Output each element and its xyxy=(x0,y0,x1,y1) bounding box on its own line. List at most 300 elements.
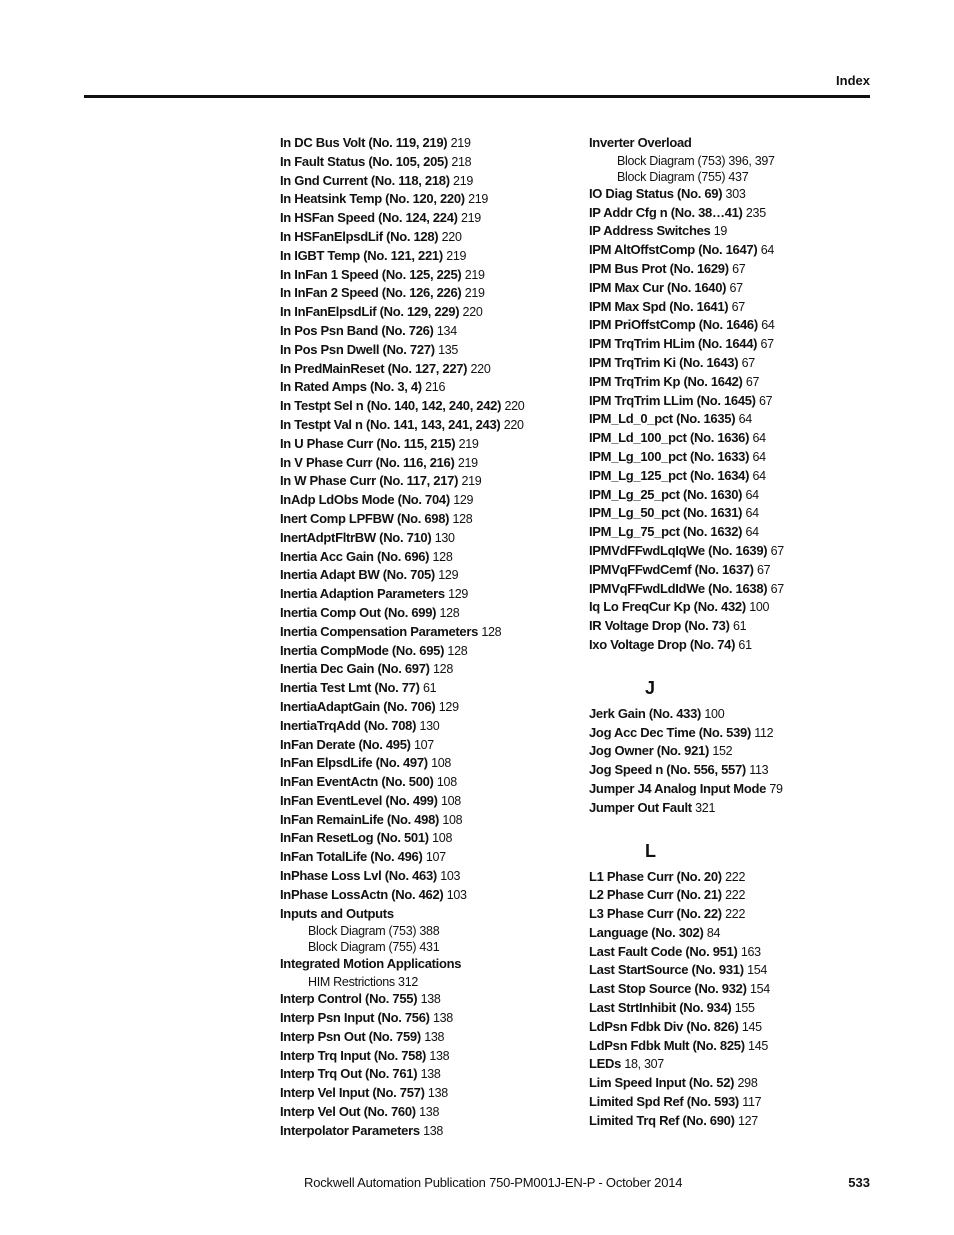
index-term: In Pos Psn Dwell (No. 727) xyxy=(280,341,435,357)
index-entry xyxy=(589,410,889,429)
index-column-right xyxy=(589,134,889,1131)
index-entry xyxy=(280,378,580,397)
index-page-ref: 222 xyxy=(725,888,746,903)
index-page-ref: 219 xyxy=(446,248,467,263)
index-term: InertAdptFltrBW (No. 710) xyxy=(280,529,432,545)
index-entry xyxy=(589,561,889,580)
index-entry xyxy=(280,848,580,867)
index-page-ref: 219 xyxy=(464,267,485,282)
index-entry xyxy=(589,1074,889,1093)
index-page-ref: 64 xyxy=(752,468,766,483)
index-term: Jumper J4 Analog Input Mode xyxy=(589,780,767,796)
index-term: Ixo Voltage Drop (No. 74) xyxy=(589,636,736,652)
index-term: In Testpt Sel n (No. 140, 142, 240, 242) xyxy=(280,398,502,414)
index-entry xyxy=(280,955,580,974)
index-page-ref: 64 xyxy=(738,412,752,427)
index-entry xyxy=(280,867,580,886)
index-entry xyxy=(589,1055,889,1074)
index-page-ref: 298 xyxy=(737,1076,758,1091)
index-page-ref: 303 xyxy=(725,186,746,201)
index-term: InFan EventActn (No. 500) xyxy=(280,774,434,790)
index-entry xyxy=(280,736,580,755)
index-entry xyxy=(280,566,580,585)
index-term: Inertia Comp Out (No. 699) xyxy=(280,604,437,620)
index-entry xyxy=(280,1084,580,1103)
index-term: IPM AltOffstComp (No. 1647) xyxy=(589,242,758,258)
index-page-ref: 216 xyxy=(425,380,446,395)
index-page-ref: 134 xyxy=(436,323,457,338)
index-term: In W Phase Curr (No. 117, 217) xyxy=(280,473,459,489)
index-entry xyxy=(280,1028,580,1047)
index-page-ref: 138 xyxy=(429,1048,450,1063)
index-page-ref: 130 xyxy=(419,718,440,733)
index-term: Inertia CompMode (No. 695) xyxy=(280,642,445,658)
index-entry xyxy=(280,1009,580,1028)
index-entry xyxy=(589,1093,889,1112)
index-entry xyxy=(280,679,580,698)
index-page-ref: 235 xyxy=(745,205,766,220)
index-entry xyxy=(589,316,889,335)
index-term: Inputs and Outputs xyxy=(280,905,394,921)
index-term: L3 Phase Curr (No. 22) xyxy=(589,906,722,922)
index-entry xyxy=(280,1047,580,1066)
index-term: InFan EventLevel (No. 499) xyxy=(280,792,438,808)
index-entry xyxy=(280,472,580,491)
index-entry xyxy=(589,204,889,223)
index-term: Inertia Compensation Parameters xyxy=(280,623,479,639)
index-term: Inertia Dec Gain (No. 697) xyxy=(280,661,430,677)
index-entry xyxy=(280,811,580,830)
index-entry xyxy=(280,190,580,209)
index-term: Limited Spd Ref (No. 593) xyxy=(589,1094,739,1110)
index-entry xyxy=(589,298,889,317)
index-page-ref: 138 xyxy=(420,1067,441,1082)
index-term: IPM TrqTrim Kp (No. 1642) xyxy=(589,373,743,389)
index-page-ref: 67 xyxy=(759,393,773,408)
index-page-ref: 127 xyxy=(737,1113,758,1128)
header-rule xyxy=(84,95,870,98)
index-entry xyxy=(589,580,889,599)
index-entry xyxy=(280,886,580,905)
index-page-ref: 129 xyxy=(438,568,459,583)
index-entry xyxy=(280,1065,580,1084)
index-entry xyxy=(589,134,889,153)
index-term: IP Address Switches xyxy=(589,223,711,239)
index-term: In Testpt Val n (No. 141, 143, 241, 243) xyxy=(280,416,501,432)
index-page-ref: 219 xyxy=(453,173,474,188)
page-number: 533 xyxy=(848,1175,870,1190)
index-page-ref: 107 xyxy=(413,737,434,752)
index-column-left xyxy=(280,134,580,1141)
index-entry xyxy=(280,397,580,416)
index-page-ref: 67 xyxy=(745,374,760,389)
index-page-ref: 219 xyxy=(458,436,479,451)
index-page-ref: 67 xyxy=(770,581,784,596)
index-term: Iq Lo FreqCur Kp (No. 432) xyxy=(589,599,746,615)
index-page-ref: 64 xyxy=(752,431,766,446)
index-subentry: Block Diagram (755) 431 xyxy=(308,940,440,955)
index-entry xyxy=(589,260,889,279)
index-term: Jerk Gain (No. 433) xyxy=(589,705,702,721)
index-page-ref: 61 xyxy=(738,637,752,652)
index-entry xyxy=(589,905,889,924)
index-term: IPM_Lg_100_pct (No. 1633) xyxy=(589,448,750,464)
index-subentry: HIM Restrictions 312 xyxy=(308,975,419,990)
index-term: L2 Phase Curr (No. 21) xyxy=(589,887,722,903)
index-entry xyxy=(280,247,580,266)
index-entry xyxy=(589,636,889,655)
index-entry xyxy=(589,1112,889,1131)
index-page-ref: 108 xyxy=(436,775,457,790)
index-page-ref: 220 xyxy=(503,417,524,432)
index-entry xyxy=(280,491,580,510)
index-entry xyxy=(280,134,580,153)
index-term: IPM_Lg_25_pct (No. 1630) xyxy=(589,486,743,502)
index-term: LdPsn Fdbk Mult (No. 825) xyxy=(589,1037,745,1053)
index-entry xyxy=(589,886,889,905)
index-term: Interp Vel Out (No. 760) xyxy=(280,1104,416,1120)
index-entry xyxy=(280,435,580,454)
index-entry xyxy=(589,961,889,980)
index-entry xyxy=(280,1103,580,1122)
index-page-ref: 219 xyxy=(461,211,481,226)
index-entry xyxy=(280,360,580,379)
index-term: In InFanElpsdLif (No. 129, 229) xyxy=(280,304,460,320)
index-entry xyxy=(280,642,580,661)
index-term: IPM TrqTrim HLim (No. 1644) xyxy=(589,336,758,352)
index-term: Last Fault Code (No. 951) xyxy=(589,943,738,959)
index-page-ref: 138 xyxy=(420,992,441,1007)
index-page-ref: 130 xyxy=(434,530,455,545)
index-term: Limited Trq Ref (No. 690) xyxy=(589,1112,735,1128)
index-page-ref: 138 xyxy=(423,1123,444,1138)
index-page-ref: 321 xyxy=(695,800,716,815)
index-letter-heading: L xyxy=(645,840,656,861)
index-term: Integrated Motion Applications xyxy=(280,956,462,972)
index-entry xyxy=(280,266,580,285)
index-entry xyxy=(280,284,580,303)
index-page-ref: 128 xyxy=(432,549,453,564)
index-page-ref: 103 xyxy=(446,887,467,902)
index-page-ref: 220 xyxy=(504,399,525,414)
index-page-ref: 135 xyxy=(438,342,459,357)
index-term: InertiaAdaptGain (No. 706) xyxy=(280,698,436,714)
index-page-ref: 128 xyxy=(433,662,453,677)
index-term: Interp Trq Input (No. 758) xyxy=(280,1047,427,1063)
index-entry xyxy=(589,392,889,411)
index-page-ref: 138 xyxy=(424,1029,445,1044)
index-entry xyxy=(589,1037,889,1056)
index-page-ref: 67 xyxy=(760,337,774,352)
index-subentry: Block Diagram (753) 388 xyxy=(308,924,440,939)
index-page-ref: 79 xyxy=(769,781,783,796)
index-page-ref: 128 xyxy=(447,643,468,658)
index-entry xyxy=(280,829,580,848)
index-page-ref: 107 xyxy=(425,850,446,865)
index-entry xyxy=(589,542,889,561)
index-term: Inertia Adaption Parameters xyxy=(280,586,445,602)
index-entry xyxy=(280,1122,580,1141)
index-term: L1 Phase Curr (No. 20) xyxy=(589,868,722,884)
index-entry xyxy=(589,999,889,1018)
index-page-ref: 128 xyxy=(439,605,460,620)
index-entry xyxy=(589,761,889,780)
index-page-ref: 64 xyxy=(745,506,759,521)
index-entry xyxy=(280,454,580,473)
index-entry xyxy=(589,185,889,204)
index-entry xyxy=(280,623,580,642)
index-entry xyxy=(280,905,580,924)
index-page-ref: 61 xyxy=(732,619,747,634)
index-page-ref: 128 xyxy=(452,511,473,526)
index-entry xyxy=(280,209,580,228)
index-term: Interp Vel Input (No. 757) xyxy=(280,1085,425,1101)
index-term: IPM Max Spd (No. 1641) xyxy=(589,298,729,314)
index-term: In InFan 1 Speed (No. 125, 225) xyxy=(280,266,462,282)
index-term: Last StrtInhibit (No. 934) xyxy=(589,1000,732,1016)
index-entry xyxy=(589,742,889,761)
index-entry xyxy=(280,717,580,736)
index-term: Language (No. 302) xyxy=(589,924,704,940)
index-page-ref: 154 xyxy=(747,963,768,978)
index-page-ref: 112 xyxy=(754,725,774,740)
index-term: IPMVdFFwdLqIqWe (No. 1639) xyxy=(589,542,768,558)
index-page-ref: 129 xyxy=(438,699,459,714)
index-entry xyxy=(589,799,889,818)
index-term: Last StartSource (No. 931) xyxy=(589,962,744,978)
publication-info: Rockwell Automation Publication 750-PM001J-EN-P - October 2014 xyxy=(304,1175,683,1190)
index-entry xyxy=(589,335,889,354)
index-term: Interp Psn Input (No. 756) xyxy=(280,1010,430,1026)
index-page-ref: 67 xyxy=(741,355,755,370)
index-page-ref: 103 xyxy=(440,869,461,884)
index-entry xyxy=(589,724,889,743)
index-term: IPM_Lg_75_pct (No. 1632) xyxy=(589,524,743,540)
index-term: Inverter Overload xyxy=(589,135,692,150)
index-term: IPM TrqTrim LLim (No. 1645) xyxy=(589,392,756,408)
index-subentry: Block Diagram (755) 437 xyxy=(617,169,749,184)
index-entry xyxy=(280,698,580,717)
index-entry xyxy=(280,773,580,792)
index-entry xyxy=(589,1018,889,1037)
index-entry xyxy=(589,354,889,373)
index-entry xyxy=(589,868,889,887)
index-term: IPM Max Cur (No. 1640) xyxy=(589,279,727,295)
index-term: In HSFan Speed (No. 124, 224) xyxy=(280,210,458,226)
index-page-ref: 219 xyxy=(461,474,482,489)
index-term: In PredMainReset (No. 127, 227) xyxy=(280,360,468,376)
index-entry xyxy=(280,792,580,811)
index-term: LEDs xyxy=(589,1056,622,1072)
index-page-ref: 163 xyxy=(740,944,761,959)
index-page-ref: 220 xyxy=(441,229,462,244)
index-entry xyxy=(589,780,889,799)
index-page-ref: 67 xyxy=(729,280,743,295)
index-entry xyxy=(589,705,889,724)
index-entry xyxy=(589,617,889,636)
index-term: Interp Trq Out (No. 761) xyxy=(280,1066,418,1082)
index-page-ref: 108 xyxy=(431,756,452,771)
index-term: LdPsn Fdbk Div (No. 826) xyxy=(589,1018,739,1034)
index-entry xyxy=(589,373,889,392)
index-term: InPhase LossActn (No. 462) xyxy=(280,886,444,902)
index-term: Jog Acc Dec Time (No. 539) xyxy=(589,724,751,740)
index-page-ref: 145 xyxy=(748,1038,769,1053)
index-term: Jog Owner (No. 921) xyxy=(589,743,709,759)
index-term: In V Phase Curr (No. 116, 216) xyxy=(280,454,455,470)
index-term: Last Stop Source (No. 932) xyxy=(589,981,747,997)
index-term: IR Voltage Drop (No. 73) xyxy=(589,618,730,634)
index-entry xyxy=(589,504,889,523)
index-page-ref: 61 xyxy=(422,681,437,696)
index-page-ref: 100 xyxy=(704,706,725,721)
index-entry xyxy=(280,322,580,341)
index-page-ref: 100 xyxy=(749,600,770,615)
index-page-ref: 64 xyxy=(752,449,766,464)
index-page-ref: 117 xyxy=(742,1095,762,1110)
index-letter-heading: J xyxy=(645,677,656,698)
index-entry xyxy=(589,241,889,260)
index-term: InFan TotalLife (No. 496) xyxy=(280,849,423,865)
index-term: InertiaTrqAdd (No. 708) xyxy=(280,717,417,733)
index-page-ref: 219 xyxy=(468,192,489,207)
index-entry xyxy=(280,754,580,773)
index-term: IPMVqFFwdLdIdWe (No. 1638) xyxy=(589,580,768,596)
index-term: InFan ResetLog (No. 501) xyxy=(280,830,429,846)
index-page-ref: 155 xyxy=(734,1001,755,1016)
index-term: IPM_Lg_125_pct (No. 1634) xyxy=(589,467,750,483)
index-page-ref: 152 xyxy=(712,744,733,759)
index-page-ref: 219 xyxy=(450,136,471,150)
index-page-ref: 64 xyxy=(760,243,774,258)
index-term: Inertia Acc Gain (No. 696) xyxy=(280,548,430,564)
index-page-ref: 218 xyxy=(451,154,472,169)
index-page-ref: 108 xyxy=(442,812,463,827)
index-entry xyxy=(280,172,580,191)
index-entry xyxy=(589,279,889,298)
index-page-ref: 154 xyxy=(749,982,770,997)
index-term: Interp Control (No. 755) xyxy=(280,991,418,1007)
index-term: In HSFanElpsdLif (No. 128) xyxy=(280,228,439,244)
index-page-ref: 18, 307 xyxy=(624,1057,664,1072)
index-term: Jumper Out Fault xyxy=(589,799,692,815)
index-entry xyxy=(589,486,889,505)
index-term: Jog Speed n (No. 556, 557) xyxy=(589,762,746,778)
index-term: Interpolator Parameters xyxy=(280,1122,420,1138)
index-term: Lim Speed Input (No. 52) xyxy=(589,1075,735,1091)
index-entry xyxy=(280,990,580,1009)
index-term: InAdp LdObs Mode (No. 704) xyxy=(280,492,450,508)
index-page-ref: 19 xyxy=(713,224,728,239)
index-entry xyxy=(280,416,580,435)
index-page-ref: 138 xyxy=(432,1011,453,1026)
index-entry xyxy=(280,341,580,360)
index-term: IPMVqFFwdCemf (No. 1637) xyxy=(589,561,754,577)
index-entry xyxy=(589,523,889,542)
index-term: IPM_Ld_0_pct (No. 1635) xyxy=(589,411,736,427)
index-entry xyxy=(280,228,580,247)
index-page-ref: 113 xyxy=(749,763,769,778)
index-entry xyxy=(589,429,889,448)
index-entry xyxy=(589,924,889,943)
index-page-ref: 222 xyxy=(725,869,746,884)
index-term: In Gnd Current (No. 118, 218) xyxy=(280,172,450,188)
index-entry xyxy=(280,529,580,548)
index-term: IPM_Ld_100_pct (No. 1636) xyxy=(589,430,750,446)
index-entry xyxy=(589,598,889,617)
index-page-ref: 219 xyxy=(464,286,485,301)
index-page-ref: 129 xyxy=(453,493,474,508)
index-page-ref: 108 xyxy=(432,831,453,846)
index-term: IO Diag Status (No. 69) xyxy=(589,185,723,201)
index-page-ref: 64 xyxy=(745,525,759,540)
index-term: Inertia Adapt BW (No. 705) xyxy=(280,567,435,583)
index-entry xyxy=(280,510,580,529)
index-entry xyxy=(280,604,580,623)
index-entry xyxy=(589,467,889,486)
index-page-ref: 220 xyxy=(462,305,483,320)
index-entry xyxy=(280,548,580,567)
index-page-ref: 67 xyxy=(732,261,746,276)
index-page-ref: 138 xyxy=(427,1086,448,1101)
index-entry xyxy=(589,222,889,241)
index-term: Inertia Test Lmt (No. 77) xyxy=(280,680,420,696)
index-page-ref: 64 xyxy=(761,318,775,333)
index-page-ref: 84 xyxy=(706,925,721,940)
index-entry xyxy=(280,585,580,604)
section-header: Index xyxy=(836,73,870,88)
index-page-ref: 220 xyxy=(470,361,491,376)
index-term: IPM TrqTrim Ki (No. 1643) xyxy=(589,354,739,370)
index-entry xyxy=(280,660,580,679)
index-term: IP Addr Cfg n (No. 38…41) xyxy=(589,204,743,220)
index-term: IPM_Lg_50_pct (No. 1631) xyxy=(589,505,743,521)
index-term: Inert Comp LPFBW (No. 698) xyxy=(280,510,450,526)
index-term: InPhase Loss Lvl (No. 463) xyxy=(280,868,437,884)
index-entry xyxy=(589,448,889,467)
index-term: In Rated Amps (No. 3, 4) xyxy=(280,379,422,395)
index-entry xyxy=(589,980,889,999)
index-term: In InFan 2 Speed (No. 126, 226) xyxy=(280,285,462,301)
index-page-ref: 145 xyxy=(741,1019,762,1034)
index-subentry: Block Diagram (753) 396, 397 xyxy=(617,153,775,168)
index-term: In Heatsink Temp (No. 120, 220) xyxy=(280,191,465,207)
index-term: In Fault Status (No. 105, 205) xyxy=(280,153,448,169)
index-term: IPM Bus Prot (No. 1629) xyxy=(589,260,729,276)
index-term: In Pos Psn Band (No. 726) xyxy=(280,322,434,338)
index-page-ref: 67 xyxy=(770,543,784,558)
index-entry xyxy=(280,153,580,172)
index-term: InFan Derate (No. 495) xyxy=(280,736,411,752)
index-page-ref: 128 xyxy=(481,624,502,639)
index-page-ref: 129 xyxy=(448,587,469,602)
index-term: In IGBT Temp (No. 121, 221) xyxy=(280,247,443,263)
index-page-ref: 108 xyxy=(440,793,461,808)
index-page-ref: 222 xyxy=(725,907,746,922)
index-term: In U Phase Curr (No. 115, 215) xyxy=(280,435,456,451)
index-term: Interp Psn Out (No. 759) xyxy=(280,1028,421,1044)
index-page-ref: 138 xyxy=(419,1105,440,1120)
index-term: InFan ElpsdLife (No. 497) xyxy=(280,755,428,771)
index-page-ref: 67 xyxy=(731,299,745,314)
index-term: In DC Bus Volt (No. 119, 219) xyxy=(280,135,448,150)
index-page-ref: 67 xyxy=(757,562,771,577)
index-entry xyxy=(280,303,580,322)
index-entry xyxy=(589,943,889,962)
index-page-ref: 219 xyxy=(457,455,478,470)
index-page-ref: 64 xyxy=(745,487,759,502)
index-term: InFan RemainLife (No. 498) xyxy=(280,811,440,827)
